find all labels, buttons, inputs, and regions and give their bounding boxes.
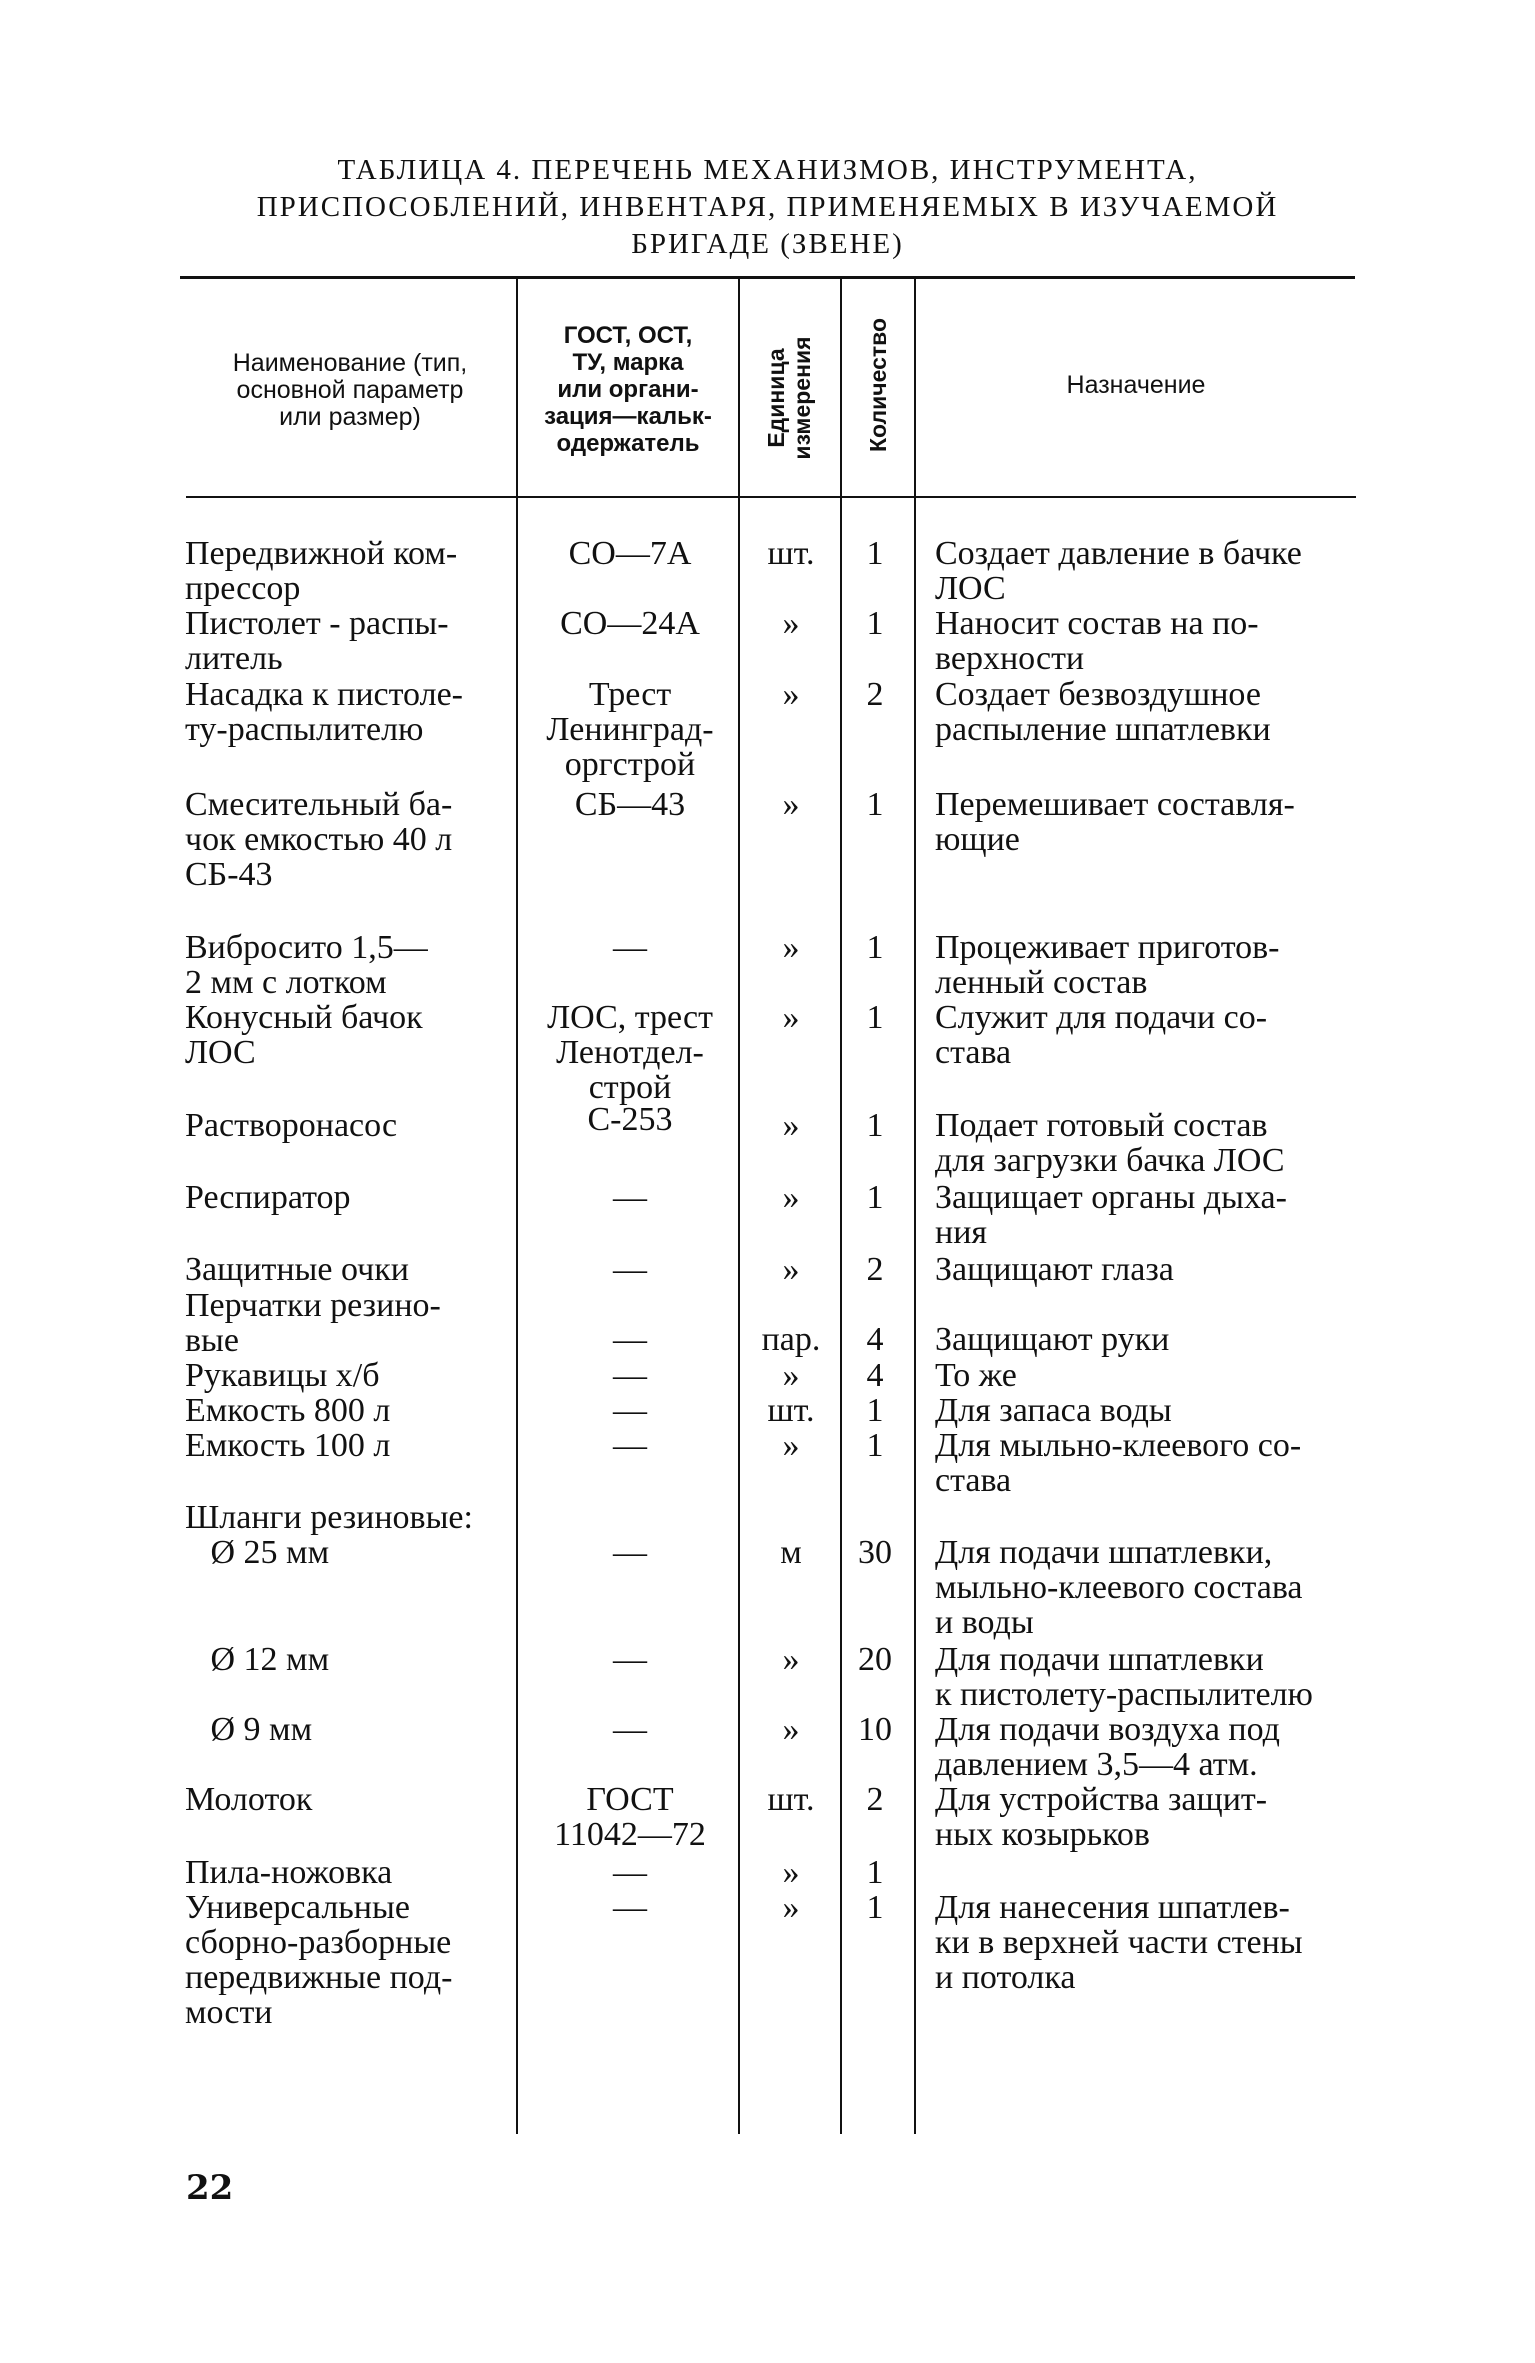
row-qty: 1 bbox=[866, 1392, 884, 1429]
header-purpose: Назначение bbox=[1066, 371, 1206, 399]
row-name: Насадка к пистоле- ту-распылителю bbox=[185, 676, 463, 748]
row-qty: 2 bbox=[866, 1251, 884, 1288]
row-unit: » bbox=[782, 786, 800, 823]
row-qty: 4 bbox=[866, 1321, 884, 1358]
row-unit: » bbox=[782, 929, 800, 966]
row-name: Молоток bbox=[185, 1781, 313, 1818]
row-name: Передвижной ком- прессор bbox=[185, 535, 458, 607]
row-purpose: Для подачи воздуха под давлением 3,5—4 атм. bbox=[935, 1711, 1280, 1783]
row-purpose: То же bbox=[935, 1357, 1017, 1394]
header-name: Наименование (тип, основной параметр или размер) bbox=[232, 349, 468, 431]
row-purpose: Защищают глаза bbox=[935, 1251, 1174, 1288]
row-qty: 1 bbox=[866, 605, 884, 642]
row-name: Растворонасос bbox=[185, 1107, 398, 1144]
header-qty: Количество bbox=[865, 317, 891, 453]
row-purpose: Для нанесения шпатлев- ки в верхней части стены и потолка bbox=[935, 1889, 1303, 1996]
row-gost: — bbox=[613, 1854, 647, 1891]
row-unit: » bbox=[782, 605, 800, 642]
row-name: Пистолет - распы- литель bbox=[185, 605, 449, 677]
row-qty: 4 bbox=[866, 1357, 884, 1394]
row-name: Емкость 100 л bbox=[185, 1427, 391, 1464]
row-purpose: Создает давление в бачке ЛОС bbox=[935, 535, 1302, 607]
row-unit: » bbox=[782, 1179, 800, 1216]
row-gost: — bbox=[613, 1321, 647, 1358]
row-gost: — bbox=[613, 1357, 647, 1394]
row-gost: — bbox=[613, 929, 647, 966]
row-unit: шт. bbox=[767, 535, 815, 572]
row-name: Рукавицы х/б bbox=[185, 1357, 380, 1394]
row-purpose: Для мыльно-клеевого со- става bbox=[935, 1427, 1302, 1499]
column-separator bbox=[516, 279, 518, 2134]
header-gost: ГОСТ, ОСТ, ТУ, марка или органи- зация—кальк- одержатель bbox=[544, 322, 712, 457]
row-name: Ø 9 мм bbox=[185, 1711, 313, 1748]
row-unit: пар. bbox=[761, 1321, 821, 1358]
row-purpose: Для устройства защит- ных козырьков bbox=[935, 1781, 1268, 1853]
row-gost: — bbox=[613, 1251, 647, 1288]
table-top-rule bbox=[180, 276, 1355, 279]
row-qty: 1 bbox=[866, 929, 884, 966]
row-gost: СО—7А bbox=[568, 535, 692, 572]
row-purpose: Защищает органы дыха- ния bbox=[935, 1179, 1287, 1251]
row-purpose: Защищают руки bbox=[935, 1321, 1170, 1358]
row-unit: » bbox=[782, 1107, 800, 1144]
row-purpose: Для подачи шпатлевки к пистолету-распылителю bbox=[935, 1641, 1313, 1713]
row-name: Конусный бачок ЛОС bbox=[185, 999, 423, 1071]
row-name: Ø 12 мм bbox=[185, 1641, 330, 1678]
row-purpose: Наносит состав на по- верхности bbox=[935, 605, 1259, 677]
row-purpose: Для подачи шпатлевки, мыльно-клеевого состава и воды bbox=[935, 1534, 1303, 1641]
row-name: Пила-ножовка bbox=[185, 1854, 393, 1891]
row-gost: — bbox=[613, 1889, 647, 1926]
row-name: Универсальные сборно-разборные передвижные под- мости bbox=[185, 1889, 453, 2031]
row-unit: м bbox=[780, 1534, 802, 1571]
row-unit: » bbox=[782, 676, 800, 713]
row-qty: 1 bbox=[866, 535, 884, 572]
row-unit: » bbox=[782, 1251, 800, 1288]
row-qty: 1 bbox=[866, 1179, 884, 1216]
row-gost: — bbox=[613, 1427, 647, 1464]
row-qty: 1 bbox=[866, 1427, 884, 1464]
row-unit: » bbox=[782, 1854, 800, 1891]
row-purpose: Служит для подачи со- става bbox=[935, 999, 1268, 1071]
row-gost: — bbox=[613, 1534, 647, 1571]
row-qty: 20 bbox=[858, 1641, 892, 1678]
column-separator bbox=[914, 279, 916, 2134]
row-qty: 10 bbox=[858, 1711, 892, 1748]
row-unit: » bbox=[782, 1711, 800, 1748]
row-name: Емкость 800 л bbox=[185, 1392, 391, 1429]
row-unit: шт. bbox=[767, 1392, 815, 1429]
row-gost: — bbox=[613, 1179, 647, 1216]
row-qty: 1 bbox=[866, 786, 884, 823]
row-purpose: Перемешивает составля- ющие bbox=[935, 786, 1295, 858]
row-name: Респиратор bbox=[185, 1179, 351, 1216]
row-unit: » bbox=[782, 999, 800, 1036]
row-qty: 1 bbox=[866, 1107, 884, 1144]
row-unit: шт. bbox=[767, 1781, 815, 1818]
row-unit: » bbox=[782, 1427, 800, 1464]
row-qty: 2 bbox=[866, 676, 884, 713]
row-unit: » bbox=[782, 1357, 800, 1394]
page-number: 22 bbox=[186, 2168, 234, 2208]
row-purpose: Процеживает приготов- ленный состав bbox=[935, 929, 1280, 1001]
row-name: Шланги резиновые: bbox=[185, 1499, 473, 1536]
row-qty: 1 bbox=[866, 1889, 884, 1926]
row-name: Смесительный ба- чок емкостью 40 л СБ-43 bbox=[185, 786, 453, 893]
row-gost: СБ—43 bbox=[574, 786, 686, 823]
row-gost: СО—24А bbox=[560, 605, 700, 642]
row-gost: — bbox=[613, 1392, 647, 1429]
row-gost: — bbox=[613, 1641, 647, 1678]
row-unit: » bbox=[782, 1641, 800, 1678]
row-name: Защитные очки bbox=[185, 1251, 409, 1288]
row-qty: 1 bbox=[866, 999, 884, 1036]
row-name: Перчатки резино- вые bbox=[185, 1287, 441, 1359]
row-purpose: Для запаса воды bbox=[935, 1392, 1172, 1429]
row-purpose: Создает безвоздушное распыление шпатлевки bbox=[935, 676, 1271, 748]
row-purpose: Подает готовый состав для загрузки бачка ЛОС bbox=[935, 1107, 1285, 1179]
row-qty: 30 bbox=[858, 1534, 892, 1571]
header-unit: Единица измерения bbox=[763, 336, 815, 460]
row-gost: Трест Ленинград- оргстрой bbox=[546, 676, 714, 783]
row-unit: » bbox=[782, 1889, 800, 1926]
header-bottom-rule bbox=[186, 496, 1356, 498]
row-gost: ЛОС, трест Ленотдел- строй bbox=[547, 999, 713, 1106]
table-title: ТАБЛИЦА 4. ПЕРЕЧЕНЬ МЕХАНИЗМОВ, ИНСТРУМЕНТА, ПРИСПОСОБЛЕНИЙ, ИНВЕНТАРЯ, ПРИМЕНЯЕМЫХ В ИЗУЧАЕМОЙ БРИГАДЕ (ЗВЕНЕ) bbox=[256, 154, 1279, 260]
row-gost: ГОСТ 11042—72 bbox=[554, 1781, 706, 1853]
row-name: Вибросито 1,5— 2 мм с лотком bbox=[185, 929, 428, 1001]
row-name: Ø 25 мм bbox=[185, 1534, 330, 1571]
row-qty: 2 bbox=[866, 1781, 884, 1818]
row-qty: 1 bbox=[866, 1854, 884, 1891]
row-gost: С-253 bbox=[587, 1101, 673, 1138]
row-gost: — bbox=[613, 1711, 647, 1748]
